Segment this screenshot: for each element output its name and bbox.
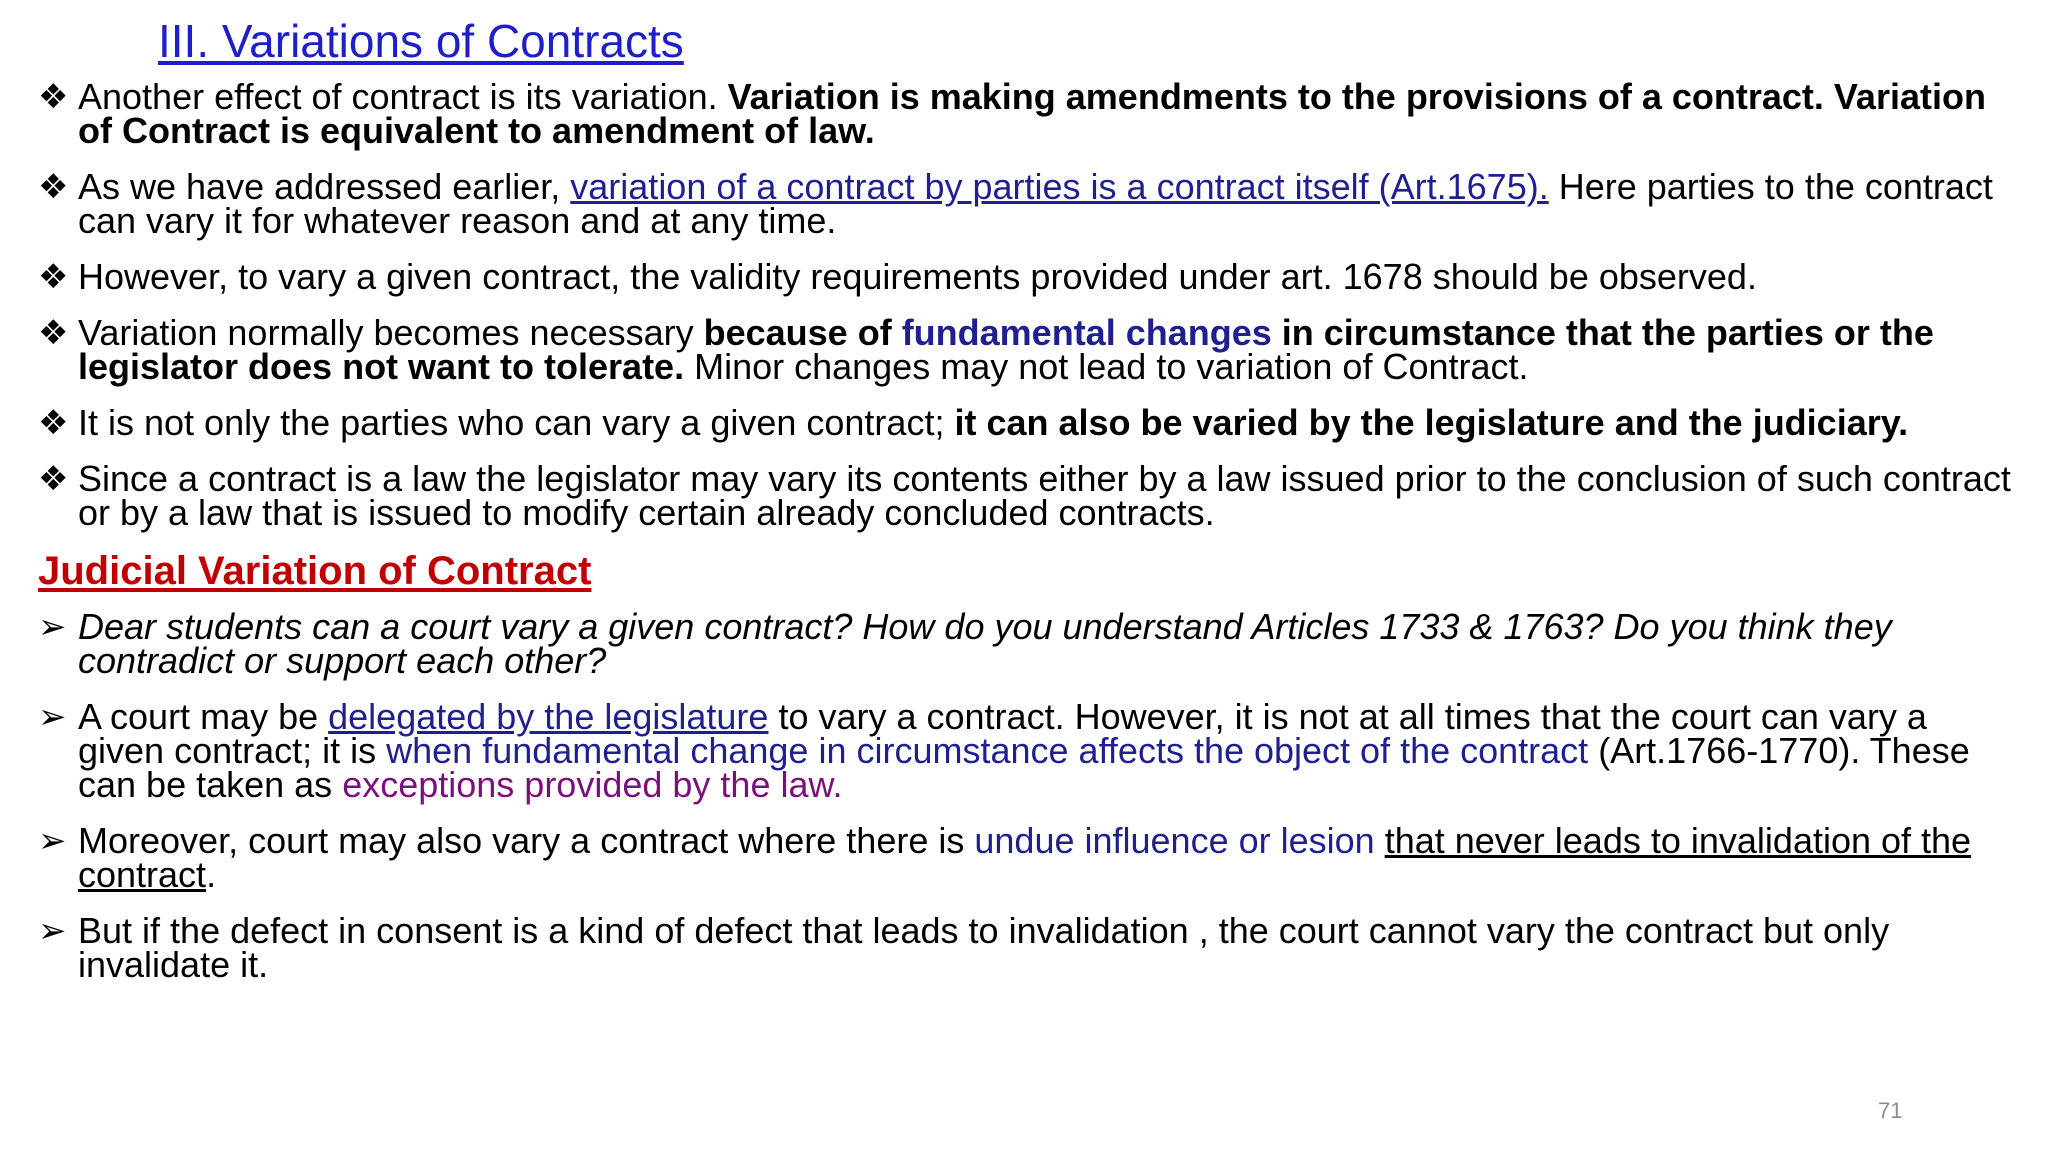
diamond-bullet-icon: ❖ bbox=[38, 258, 69, 296]
text-run-bold: it can also be varied by the legislature and the judiciary. bbox=[954, 402, 1909, 443]
legislature-link[interactable]: delegated by the legislature bbox=[328, 696, 769, 737]
article-link[interactable]: variation of a contract by parties is a contract itself (Art.1675). bbox=[570, 166, 1549, 207]
arrow-bullet-icon: ➢ bbox=[38, 822, 67, 860]
slide-content bbox=[38, 76, 2023, 1004]
text-run: However, to vary a given contract, the validity requirements provided under art. 1678 should be observed. bbox=[78, 256, 1757, 297]
text-run-bold: in circumstance that the parties or the legislator does not want to tolerate. bbox=[78, 312, 1934, 387]
bullet-item bbox=[38, 606, 2023, 681]
text-run-italic: Dear students can a court vary a given contract? How do you understand Articles 1733 & 1763? Do you think they contradict or support each other? bbox=[78, 606, 1892, 681]
text-run: Here parties to the contract can vary it for whatever reason and at any time. bbox=[78, 166, 1993, 241]
bullet-item bbox=[38, 76, 2023, 151]
bullet-item bbox=[38, 696, 2023, 805]
text-run: As we have addressed earlier, bbox=[78, 166, 571, 207]
text-run: Moreover, court may also vary a contract where there is bbox=[78, 820, 975, 861]
diamond-bullet-icon: ❖ bbox=[38, 78, 69, 116]
arrow-bullet-icon: ➢ bbox=[38, 698, 67, 736]
diamond-bullet-icon: ❖ bbox=[38, 460, 69, 498]
slide-title: III. Variations of Contracts bbox=[158, 15, 684, 67]
diamond-bullet-icon: ❖ bbox=[38, 168, 69, 206]
bullet-item bbox=[38, 256, 2023, 297]
text-run-highlight: fundamental changes bbox=[901, 312, 1272, 353]
text-run: Variation normally becomes necessary bbox=[78, 312, 704, 353]
text-run-highlight: when fundamental change in circumstance affects the object of the contract bbox=[386, 730, 1589, 771]
bullet-item bbox=[38, 166, 2023, 241]
text-run-highlight: undue influence or lesion bbox=[974, 820, 1375, 861]
text-run-bold: because of bbox=[703, 312, 902, 353]
text-run-purple: exceptions provided by the law. bbox=[342, 764, 843, 805]
text-run: A court may be bbox=[78, 696, 329, 737]
section-heading: Judicial Variation of Contract bbox=[38, 549, 592, 593]
bullet-item bbox=[38, 402, 2023, 443]
text-run: Since a contract is a law the legislator may vary its contents either by a law issued prior to the conclusion of such contract or by a law that is issued to modify certain already concluded contracts. bbox=[78, 458, 2011, 533]
bullet-item bbox=[38, 312, 2023, 387]
page-number: 71 bbox=[1878, 1098, 1903, 1123]
text-run: It is not only the parties who can vary a given contract; bbox=[78, 402, 955, 443]
text-run-underline: that never leads to invalidation of the contract bbox=[78, 820, 1972, 895]
text-run: But if the defect in consent is a kind of defect that leads to invalidation , the court cannot vary the contract but only invalidate it. bbox=[78, 910, 1890, 985]
text-run: . bbox=[206, 854, 217, 895]
bullet-item bbox=[38, 820, 2023, 895]
bullet-item bbox=[38, 910, 2023, 985]
text-run: (Art.1766-1770). These can be taken as bbox=[78, 730, 1970, 805]
text-run bbox=[1375, 820, 1385, 861]
text-run-bold: Variation is making amendments to the provisions of a contract. Variation of Contract is equivalent to amendment of law. bbox=[78, 76, 1986, 151]
diamond-bullet-icon: ❖ bbox=[38, 314, 69, 352]
text-run: to vary a contract. However, it is not at all times that the court can vary a given contract; it is bbox=[78, 696, 1927, 771]
diamond-bullet-icon: ❖ bbox=[38, 404, 69, 442]
bullet-item bbox=[38, 458, 2023, 533]
text-run: Another effect of contract is its variation. bbox=[78, 76, 728, 117]
text-run: Minor changes may not lead to variation of Contract. bbox=[684, 346, 1529, 387]
arrow-bullet-icon: ➢ bbox=[38, 608, 67, 646]
arrow-bullet-icon: ➢ bbox=[38, 912, 67, 950]
